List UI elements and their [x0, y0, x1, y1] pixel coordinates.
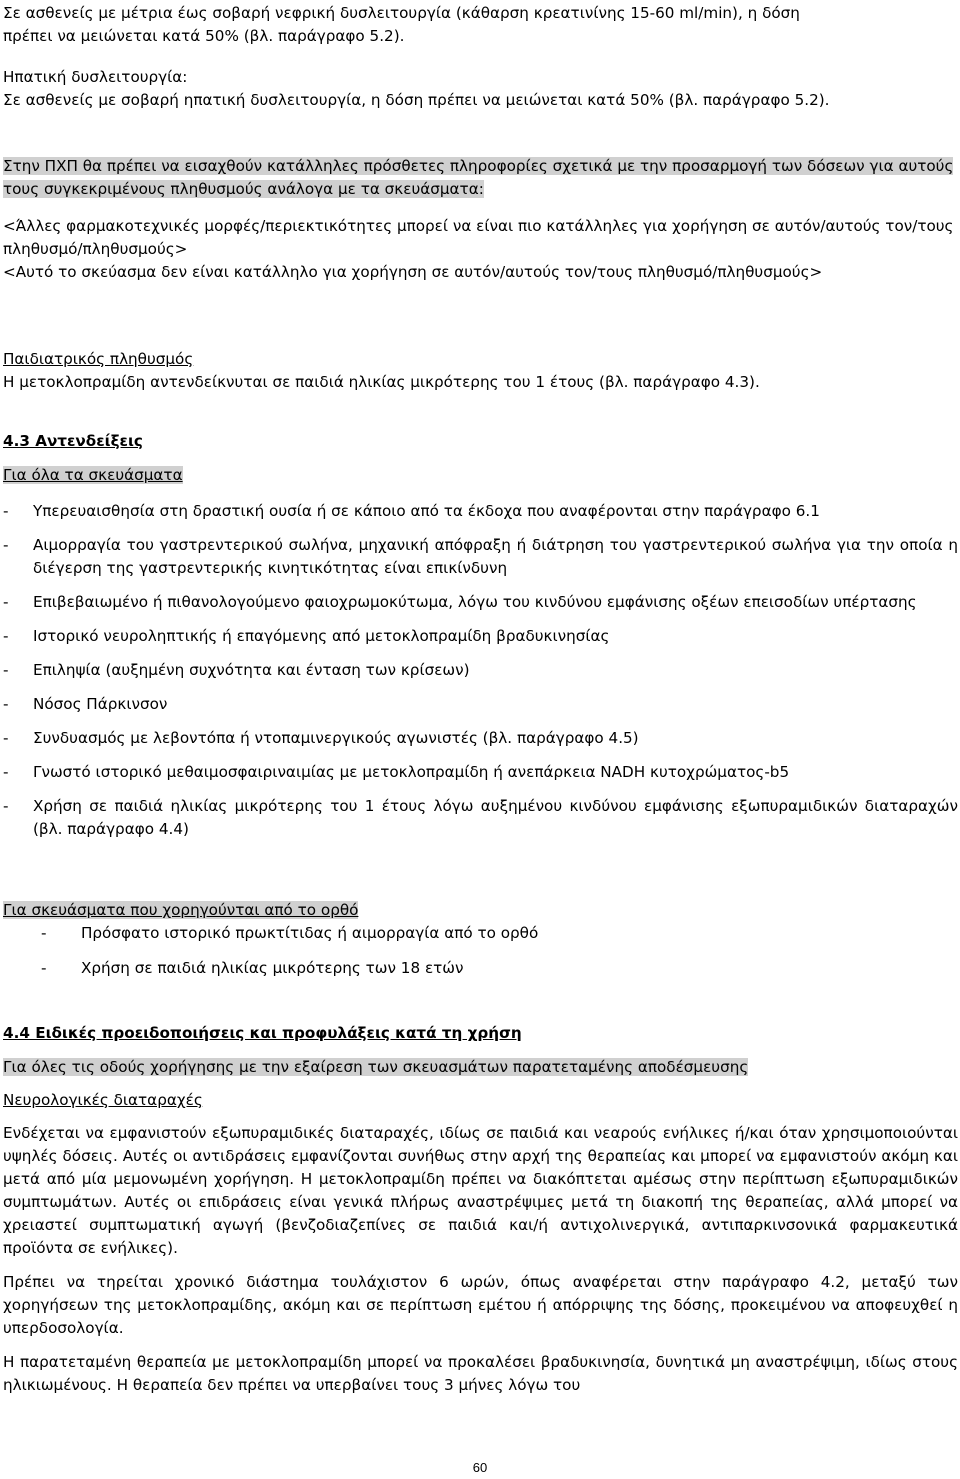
rectal-block	[3, 899, 958, 980]
list-dash: -	[3, 695, 9, 713]
list-item-text: Συνδυασμός με λεβοντόπα ή ντοπαμινεργικούς αγωνιστές (βλ. παράγραφο 4.5)	[33, 729, 639, 747]
hepatic-heading: Ηπατική δυσλειτουργία:	[3, 68, 188, 86]
alt-forms-block	[3, 215, 958, 284]
list-dash: -	[3, 661, 9, 679]
list-item-text: Υπερευαισθησία στη δραστική ουσία ή σε κάποιο από τα έκδοχα που αναφέρονται στην παράγραφο 6.1	[33, 502, 820, 520]
list-item-text: Ιστορικό νευροληπτικής ή επαγόμενης από μετοκλοπραμίδη βραδυκινησίας	[33, 627, 610, 645]
list-item-text: Γνωστό ιστορικό μεθαιμοσφαιριναιμίας με μετοκλοπραμίδη ή ανεπάρκεια NADH κυτοχρώματος-b5	[33, 763, 790, 781]
list-item	[3, 727, 958, 750]
list-dash: -	[41, 924, 47, 942]
paediatric-block	[3, 348, 958, 394]
section-4-4-heading: 4.4 Ειδικές προειδοποιήσεις και προφυλάξεις κατά τη χρήση	[3, 1024, 522, 1042]
paediatric-text: Η μετοκλοπραμίδη αντενδείκνυται σε παιδιά ηλικίας μικρότερης του 1 έτους (βλ. παράγραφο 4.3).	[3, 373, 760, 391]
list-item-text: Πρόσφατο ιστορικό πρωκτίτιδας ή αιμορραγία από το ορθό	[81, 924, 539, 942]
renal-line-2: πρέπει να μειώνεται κατά 50% (βλ. παράγραφο 5.2).	[3, 27, 405, 45]
hepatic-text: Σε ασθενείς με σοβαρή ηπατική δυσλειτουργία, η δόση πρέπει να μειώνεται κατά 50% (βλ. παράγραφο 5.2).	[3, 91, 830, 109]
hepatic-block	[3, 66, 958, 112]
list-item	[3, 591, 958, 614]
list-dash: -	[41, 959, 47, 977]
list-item	[3, 534, 958, 580]
list-item-text: Επιβεβαιωμένο ή πιθανολογούμενο φαιοχρωμοκύτωμα, λόγω του κινδύνου εμφάνισης οξέων επεισοδίων υπέρτασης	[33, 593, 917, 611]
all-preps-heading: Για όλα τα σκευάσματα	[3, 466, 183, 484]
list-dash: -	[3, 763, 9, 781]
all-preps-heading-line	[3, 464, 958, 487]
smpc-note-block	[3, 155, 958, 201]
list-dash: -	[3, 536, 9, 554]
contraindications-list	[3, 500, 958, 841]
list-item	[3, 922, 958, 945]
renal-line-1: Σε ασθενείς με μέτρια έως σοβαρή νεφρική δυσλειτουργία (κάθαρση κρεατινίνης 15-60 ml/min), η δόση	[3, 4, 800, 22]
list-dash: -	[3, 797, 9, 815]
routes-heading: Για όλες τις οδούς χορήγησης με την εξαίρεση των σκευασμάτων παρατεταμένης αποδέσμευσης	[3, 1058, 749, 1076]
list-item	[3, 795, 958, 841]
smpc-note-shaded	[3, 155, 958, 201]
list-item-text: Χρήση σε παιδιά ηλικίας μικρότερης των 18 ετών	[81, 959, 464, 977]
section-4-3-heading: 4.3 Αντενδείξεις	[3, 432, 143, 450]
list-dash: -	[3, 729, 9, 747]
list-dash: -	[3, 593, 9, 611]
list-item	[3, 761, 958, 784]
paediatric-heading: Παιδιατρικός πληθυσμός	[3, 350, 194, 368]
list-item-text: Αιμορραγία του γαστρεντερικού σωλήνα, μηχανική απόφραξη ή διάτρηση του γαστρεντερικού σωλήνα για την οποία η διέγερση της γαστρεντερικής κινητικότητας είναι επικίνδυνη	[33, 536, 958, 577]
neuro-paragraph-2: Πρέπει να τηρείται χρονικό διάστημα τουλάχιστον 6 ωρών, όπως αναφέρεται στην παράγραφο 4.2, μεταξύ των χορηγήσεων της μετοκλοπραμίδης, ακόμη και σε περίπτωση εμέτου ή απόρριψης της δόσης, προκειμένου να αποφευχθεί η υπερδοσολογία.	[3, 1273, 958, 1337]
neuro-paragraph-3: Η παρατεταμένη θεραπεία με μετοκλοπραμίδη μπορεί να προκαλέσει βραδυκινησία, δυνητικά μη αναστρέψιμη, ιδίως στους ηλικιωμένους. Η θεραπεία δεν πρέπει να υπερβαίνει τους 3 μήνες λόγω του	[3, 1353, 958, 1394]
neuro-heading: Νευρολογικές διαταραχές	[3, 1091, 203, 1109]
list-item-text: Επιληψία (αυξημένη συχνότητα και ένταση των κρίσεων)	[33, 661, 470, 679]
section-4-4	[3, 1022, 958, 1397]
neuro-paragraph-1: Ενδέχεται να εμφανιστούν εξωπυραμιδικές διαταραχές, ιδίως σε παιδιά και νεαρούς ενήλικες ή/και όταν χρησιμοποιούνται υψηλές δόσεις. Αυτές οι αντιδράσεις εμφανίζονται συνήθως στην αρχή της θεραπείας και μπορεί να εμφανιστούν ακόμη και μετά από μία μεμονωμένη χορήγηση. Η μετοκλοπραμίδη πρέπει να διακόπτεται αμέσως στην περίπτωση εξωπυραμιδικών συμπτωμάτων. Αυτές οι επιδράσεις είναι γενικά πλήρως αναστρέψιμες μετά τη διακοπή της θεραπείας, αλλά μπορεί να χρειαστεί συμπτωματική αγωγή (βενζοδιαζεπίνες σε παιδιά και/ή αντιχολινεργικά, αντιπαρκινσονικά φαρμακευτικά προϊόντα σε ενήλικες).	[3, 1124, 958, 1257]
list-item	[3, 693, 958, 716]
section-4-3	[3, 430, 958, 841]
page-number: 60	[472, 1460, 488, 1475]
routes-heading-line	[3, 1056, 958, 1079]
alt-forms-text: <Άλλες φαρμακοτεχνικές μορφές/περιεκτικότητες μπορεί να είναι πιο κατάλληλες για χορήγηση σε αυτόν/αυτούς τον/τους πληθυσμό/πληθυσμούς>	[3, 217, 954, 258]
list-item	[3, 957, 958, 980]
rectal-heading: Για σκευάσματα που χορηγούνται από το ορθό	[3, 901, 359, 919]
list-item	[3, 625, 958, 648]
list-item	[3, 659, 958, 682]
smpc-note-shaded-text: Στην ΠΧΠ θα πρέπει να εισαχθούν κατάλληλες πρόσθετες πληροφορίες σχετικά με την προσαρμογή των δόσεων για αυτούς τους συγκεκριμένους πληθυσμούς ανάλογα με τα σκευάσματα:	[3, 157, 954, 198]
list-item-text: Χρήση σε παιδιά ηλικίας μικρότερης του 1 έτους λόγω αυξημένου κινδύνου εμφάνισης εξωπυραμιδικών διαταραχών (βλ. παράγραφο 4.4)	[33, 797, 958, 838]
list-dash: -	[3, 627, 9, 645]
list-item	[3, 500, 958, 523]
list-dash: -	[3, 502, 9, 520]
list-item-text: Νόσος Πάρκινσον	[33, 695, 168, 713]
not-suitable-text: <Αυτό το σκεύασμα δεν είναι κατάλληλο για χορήγηση σε αυτόν/αυτούς τον/τους πληθυσμό/πληθυσμούς>	[3, 263, 823, 281]
renal-paragraph	[3, 2, 958, 48]
rectal-heading-line	[3, 899, 958, 922]
